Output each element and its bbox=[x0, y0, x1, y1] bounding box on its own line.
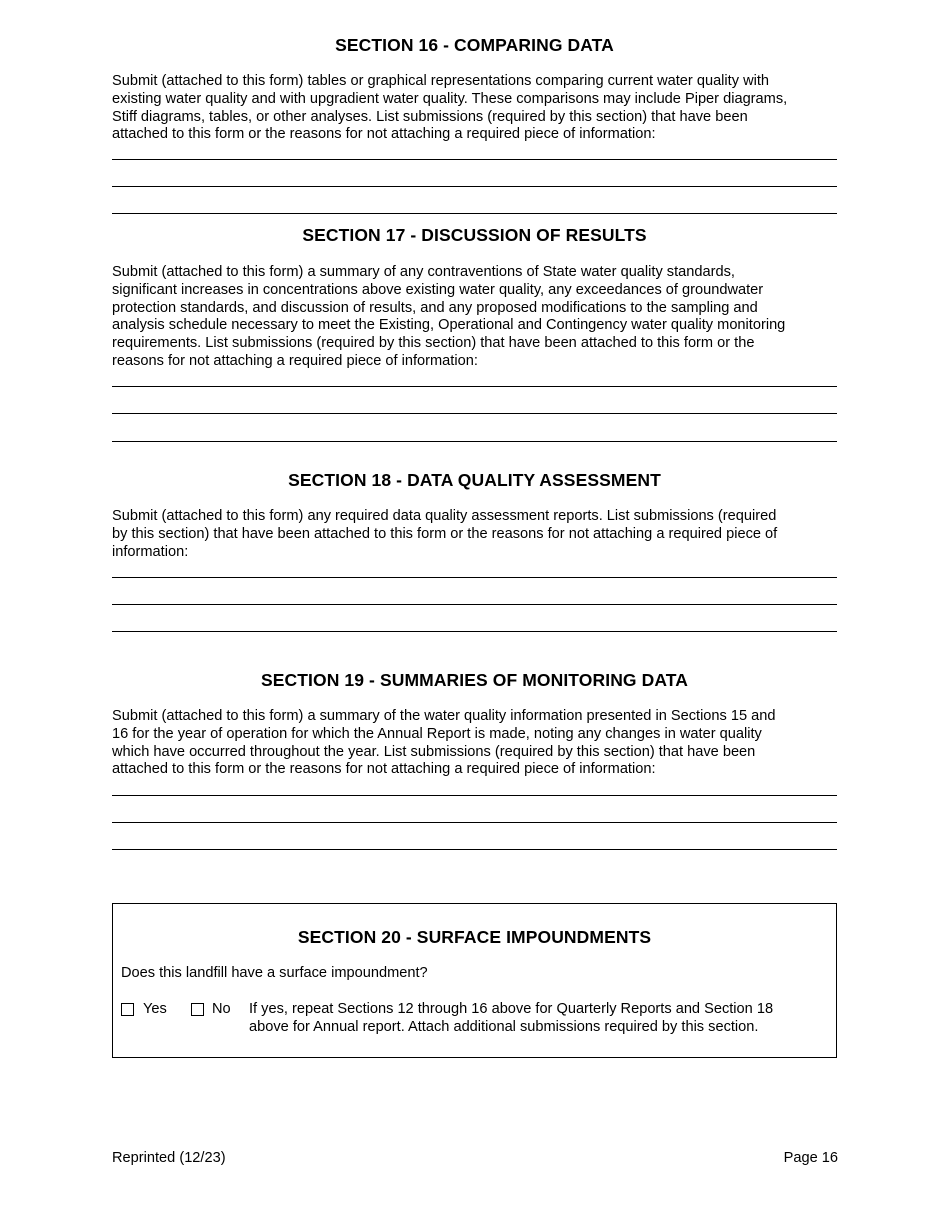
section-17-instructions bbox=[112, 264, 837, 371]
section-16-line: Submit (attached to this form) tables or graphical representations comparing current water quality with bbox=[112, 73, 770, 89]
section-18-line: Submit (attached to this form) any required data quality assessment reports. List submissions (required bbox=[112, 508, 777, 524]
section-17-line: significant increases in concentrations above existing water quality, any exceedances of groundwater bbox=[112, 281, 764, 298]
section-16-title: SECTION 16 - COMPARING DATA bbox=[335, 35, 614, 55]
section-20-box bbox=[112, 903, 837, 1058]
section-17-line: reasons for not attaching a required piece of information: bbox=[112, 352, 478, 369]
section-20-note-line: above for Annual report. Attach additional submissions required by this section. bbox=[249, 1018, 759, 1035]
section-17-answer-line-1[interactable] bbox=[112, 386, 837, 387]
section-19-answer-line-2[interactable] bbox=[112, 822, 837, 823]
section-18-line: information: bbox=[112, 543, 189, 560]
no-label: No bbox=[212, 1001, 231, 1017]
section-17-line: protection standards, and discussion of results, and any proposed modifications to the sampling and bbox=[112, 299, 758, 316]
section-16-answer-line-3[interactable] bbox=[112, 213, 837, 214]
section-19-line: 16 for the year of operation for which the Annual Report is made, noting any changes in water quality bbox=[112, 725, 762, 742]
section-19-answer-line-3[interactable] bbox=[112, 849, 837, 850]
section-18-answer-line-1[interactable] bbox=[112, 577, 837, 578]
section-19-title: SECTION 19 - SUMMARIES OF MONITORING DATA bbox=[260, 670, 689, 690]
no-checkbox[interactable] bbox=[191, 1003, 204, 1016]
section-16-line: existing water quality and with upgradient water quality. These comparisons may include Piper diagrams, bbox=[112, 90, 788, 107]
section-16-answer-line-2[interactable] bbox=[112, 186, 837, 187]
section-17-answer-line-3[interactable] bbox=[112, 441, 837, 442]
section-16-line: attached to this form or the reasons for not attaching a required piece of information: bbox=[112, 126, 656, 143]
section-16-instructions bbox=[112, 73, 837, 144]
section-18-answer-line-2[interactable] bbox=[112, 604, 837, 605]
section-16-line: Stiff diagrams, tables, or other analyses. List submissions (required by this section) that have been bbox=[112, 108, 748, 125]
section-18-title: SECTION 18 - DATA QUALITY ASSESSMENT bbox=[288, 470, 661, 490]
reprint-date: Reprinted (12/23) bbox=[112, 1150, 226, 1166]
section-20-note-line: If yes, repeat Sections 12 through 16 above for Quarterly Reports and Section 18 bbox=[249, 1001, 774, 1017]
section-17-line: analysis schedule necessary to meet the Existing, Operational and Contingency water quality monitoring bbox=[112, 317, 786, 334]
section-19-instructions bbox=[112, 708, 837, 779]
section-20-note bbox=[249, 1001, 773, 1037]
section-16-answer-line-1[interactable] bbox=[112, 159, 837, 160]
section-17-line: Submit (attached to this form) a summary of any contraventions of State water quality standards, bbox=[112, 264, 735, 280]
yes-label: Yes bbox=[143, 1001, 167, 1017]
section-20-question: Does this landfill have a surface impoundment? bbox=[121, 965, 428, 981]
section-19-line: which have occurred throughout the year. List submissions (required by this section) that have been bbox=[112, 743, 756, 760]
section-19-answer-line-1[interactable] bbox=[112, 795, 837, 796]
section-19-line: attached to this form or the reasons for not attaching a required piece of information: bbox=[112, 761, 656, 778]
section-17-line: requirements. List submissions (required by this section) that have been attached to this form or the bbox=[112, 335, 755, 352]
section-18-answer-line-3[interactable] bbox=[112, 631, 837, 632]
section-18-instructions bbox=[112, 508, 837, 561]
section-17-answer-line-2[interactable] bbox=[112, 413, 837, 414]
section-17-title: SECTION 17 - DISCUSSION OF RESULTS bbox=[302, 225, 647, 245]
section-20-title: SECTION 20 - SURFACE IMPOUNDMENTS bbox=[297, 927, 652, 947]
section-19-line: Submit (attached to this form) a summary of the water quality information presented in Sections 15 and bbox=[112, 708, 776, 724]
page-number: Page 16 bbox=[783, 1150, 838, 1166]
section-18-line: by this section) that have been attached to this form or the reasons for not attaching a required piece of bbox=[112, 525, 778, 542]
yes-checkbox[interactable] bbox=[121, 1003, 134, 1016]
